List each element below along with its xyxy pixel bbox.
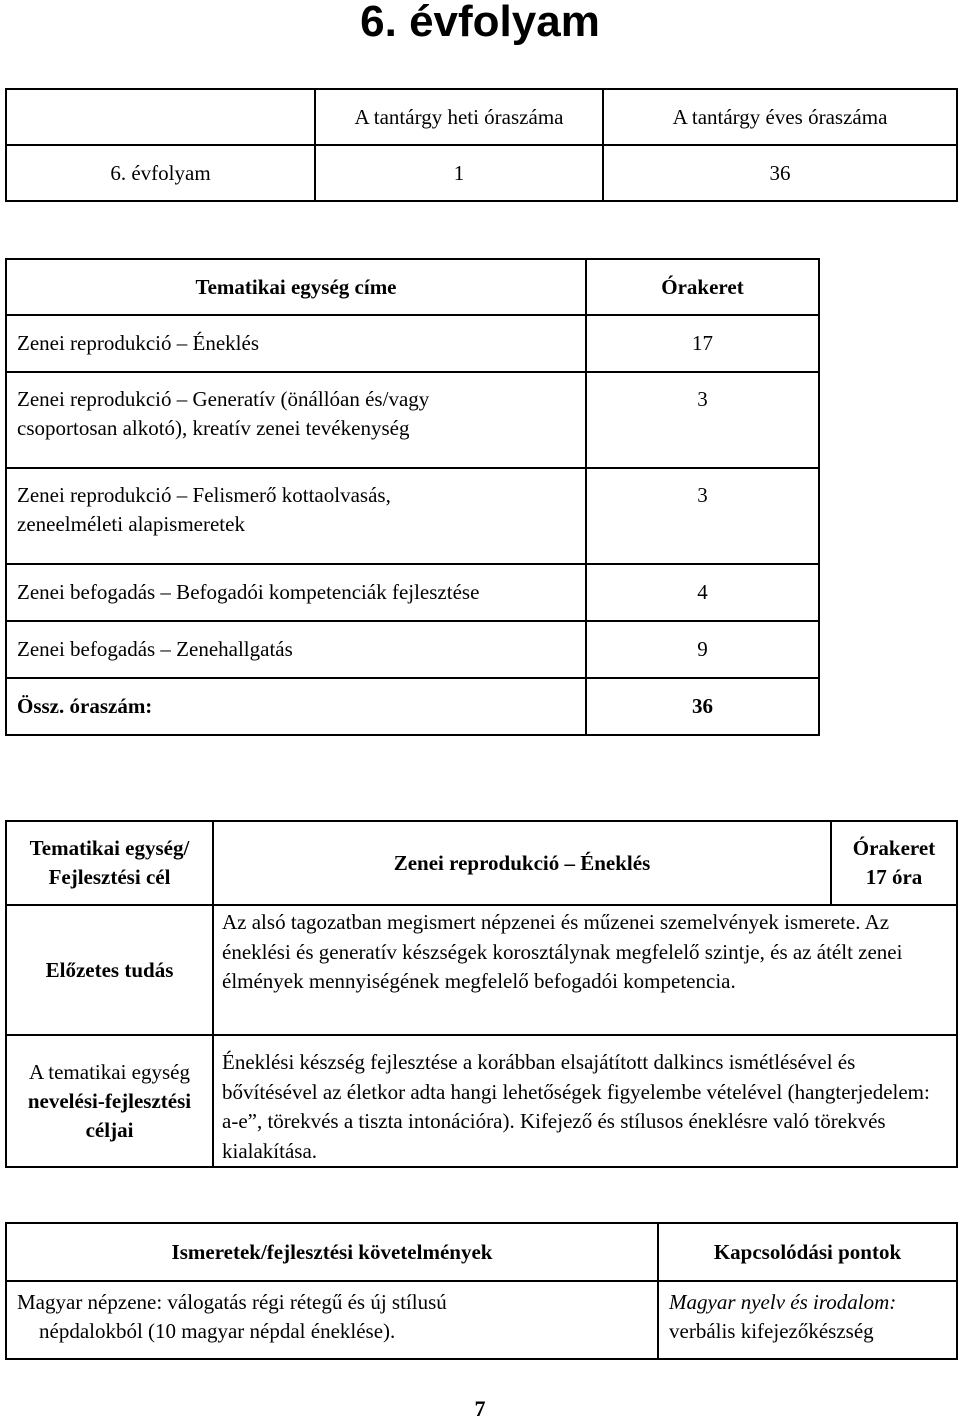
unit-hours: 17	[586, 315, 819, 372]
page-title: 6. évfolyam	[360, 0, 600, 46]
hours-value: 17 óra	[865, 865, 923, 889]
total-label: Össz. óraszám:	[6, 678, 586, 735]
connection-subject: Magyar nyelv és irodalom:	[669, 1290, 897, 1314]
hours-table-header-row	[6, 89, 957, 145]
unit-title-line: csoportosan alkotó), kreatív zenei tevékenység	[17, 416, 410, 440]
col-requirements-header: Ismeretek/fejlesztési követelmények	[6, 1223, 658, 1281]
requirements-header-row	[6, 1223, 957, 1281]
hours-table-row	[6, 145, 957, 201]
unit-hours: 3	[586, 468, 819, 564]
col-hours-header: Órakeret	[586, 259, 819, 315]
unit-title: Zenei befogadás – Zenehallgatás	[6, 621, 586, 678]
total-hours: 36	[586, 678, 819, 735]
unit-detail-table	[5, 820, 958, 1168]
units-table	[5, 258, 820, 736]
unit-title-line: Zenei reprodukció – Felismerő kottaolvasás,	[17, 483, 391, 507]
col-yearly-header: A tantárgy éves óraszáma	[603, 89, 957, 145]
goals-text: Éneklési készség fejlesztése a korábban elsajátított dalkincs ismétlésével és bővítésével az életkor adta hangi lehetőségek figyelembe vételével (hangterjedelem: a-e”, törekvés a tiszta intonációra). Kifejező és stílusos éneklésre való törekvés kialakítása.	[213, 1035, 957, 1167]
table-row	[6, 468, 819, 564]
unit-label	[6, 821, 213, 905]
unit-hours: 3	[586, 372, 819, 468]
unit-title-line: Zenei reprodukció – Generatív (önállóan és/vagy	[17, 387, 430, 411]
table-row	[6, 564, 819, 621]
grade-label: 6. évfolyam	[6, 145, 315, 201]
goals-label-line: A tematikai egység	[29, 1059, 190, 1084]
prior-knowledge-row	[6, 905, 957, 1035]
col-title-header: Tematikai egység címe	[6, 259, 586, 315]
connections-text	[658, 1281, 957, 1359]
unit-title	[6, 372, 586, 468]
empty-cell	[6, 89, 315, 145]
page-number: 7	[474, 1396, 486, 1421]
hours-table	[5, 88, 958, 202]
unit-label-line: Tematikai egység/	[29, 836, 190, 860]
goals-label	[6, 1035, 213, 1167]
unit-title: Zenei reprodukció – Éneklés	[6, 315, 586, 372]
unit-title	[6, 468, 586, 564]
table-row	[6, 372, 819, 468]
prior-text: Az alsó tagozatban megismert népzenei és műzenei szemelvények ismerete. Az éneklési és generatív készségek korosztálynak megfelelő szintje, és az átélt zenei élmények mennyiségének megfelelő befogadói kompetencia.	[213, 905, 957, 1035]
goals-label-line: nevelési-fejlesztési	[27, 1088, 192, 1113]
requirements-row	[6, 1281, 957, 1359]
hours-label: Órakeret	[852, 836, 936, 860]
table-row	[6, 621, 819, 678]
goals-label-line: céljai	[85, 1117, 134, 1142]
unit-hours-box	[831, 821, 957, 905]
table-row	[6, 315, 819, 372]
requirements-line: népdalokból (10 magyar népdal éneklése).	[39, 1319, 396, 1343]
unit-hours: 9	[586, 621, 819, 678]
unit-label-line: Fejlesztési cél	[48, 865, 171, 889]
yearly-hours: 36	[603, 145, 957, 201]
connection-detail: verbális kifejezőkészség	[669, 1319, 874, 1343]
unit-title-line: zeneelméleti alapismeretek	[17, 512, 245, 536]
requirements-line: Magyar népzene: válogatás régi rétegű és új stílusú	[17, 1290, 447, 1314]
weekly-hours: 1	[315, 145, 603, 201]
total-row	[6, 678, 819, 735]
col-weekly-header: A tantárgy heti óraszáma	[315, 89, 603, 145]
requirements-text	[6, 1281, 658, 1359]
unit-title: Zenei befogadás – Befogadói kompetenciák fejlesztése	[6, 564, 586, 621]
unit-name: Zenei reprodukció – Éneklés	[213, 821, 831, 905]
unit-detail-header-row	[6, 821, 957, 905]
goals-row	[6, 1035, 957, 1167]
col-connections-header: Kapcsolódási pontok	[658, 1223, 957, 1281]
prior-label: Előzetes tudás	[6, 905, 213, 1035]
requirements-table	[5, 1222, 958, 1360]
units-table-header-row	[6, 259, 819, 315]
unit-hours: 4	[586, 564, 819, 621]
